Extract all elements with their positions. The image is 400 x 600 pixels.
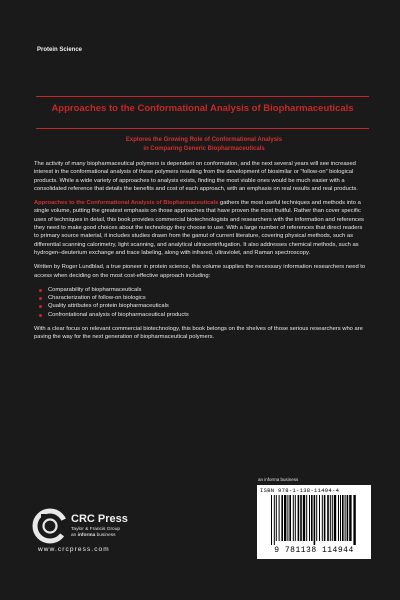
publisher-informa: an informa business bbox=[71, 533, 116, 538]
paragraph-2 bbox=[34, 199, 368, 257]
paragraph-1: The activity of many biopharmaceutical polymers is dependent on conformation, and the next several years will see increased interest in the conformational analysis of these polymers resulting from the development of biosimilar or “follow-on” biological products. While a wide variety of approaches to analysis exists, finding the most viable ones would be much easier with a consolidated reference that details the benefits and cost of each approach, with an emphasis on real results and real products. bbox=[34, 161, 358, 192]
subtitle bbox=[44, 136, 364, 153]
informa-business-label: an informa business bbox=[258, 477, 299, 482]
topic-list bbox=[34, 286, 368, 319]
barcode-icon bbox=[271, 495, 357, 545]
book-title: Approaches to the Conformational Analysis of Biopharmaceuticals bbox=[51, 103, 354, 114]
publisher-url[interactable]: www.crcpress.com bbox=[38, 546, 110, 553]
title-bottom-rule bbox=[36, 128, 369, 129]
barcode-panel bbox=[257, 485, 371, 559]
list-item: Quality attributes of protein biopharmaceuticals bbox=[48, 302, 368, 310]
paragraph-2-rest: gathers the most useful techniques and methods into a single volume, putting the greatest emphasis on those approaches that have proven the most fruitful. Rather than cover specific uses of techniques in detail, this book provides commercial biotechnologists and researchers with the information and references they need to make good choices about the technology they choose to use. With a large number of references that direct readers to primary source material, it includes studies drawn from the gamut of current literature, covering physical methods, such as differential scanning calorimetry, light scanning, and analytical ultracentrifugation. It also addresses chemical methods, such as hydrogen–deuterium exchange and trace labeling, along with infrared, ultraviolet, and Raman spectroscopy. bbox=[34, 200, 364, 256]
subtitle-line-1: Explores the Growing Role of Conformational Analysis bbox=[125, 137, 283, 143]
title-top-rule bbox=[36, 96, 369, 97]
description-body bbox=[34, 160, 368, 348]
subtitle-line-2: in Comparing Generic Biopharmaceuticals bbox=[143, 145, 265, 152]
crc-logo-icon bbox=[32, 508, 68, 544]
isbn-text: ISBN 978-1-138-11494-4 bbox=[260, 487, 340, 494]
paragraph-4: With a clear focus on relevant commercial biotechnology, this book belongs on the shelves of those serious researchers who are paving the way for the next generation of biopharmaceutical polymers. bbox=[34, 326, 363, 341]
publisher-name: CRC Press bbox=[71, 513, 128, 525]
ean-digits: 9 781138 114944 bbox=[274, 546, 354, 555]
series-label: Protein Science bbox=[37, 47, 83, 53]
paragraph-2-lead: Approaches to the Conformational Analysis of Biopharmaceuticals bbox=[34, 200, 219, 207]
paragraph-3: Written by Roger Lundblad, a true pioneer in protein science, this volume supplies the necessary information researchers need to access when deciding on the most cost-effective approach including: bbox=[34, 264, 366, 279]
list-item: Characterization of follow-on biologics bbox=[48, 294, 368, 302]
list-item: Comparability of biopharmaceuticals bbox=[48, 286, 368, 294]
list-item: Confrontational analysis of biopharmaceutical products bbox=[48, 311, 368, 319]
publisher-group: Taylor & Francis Group bbox=[71, 527, 121, 532]
